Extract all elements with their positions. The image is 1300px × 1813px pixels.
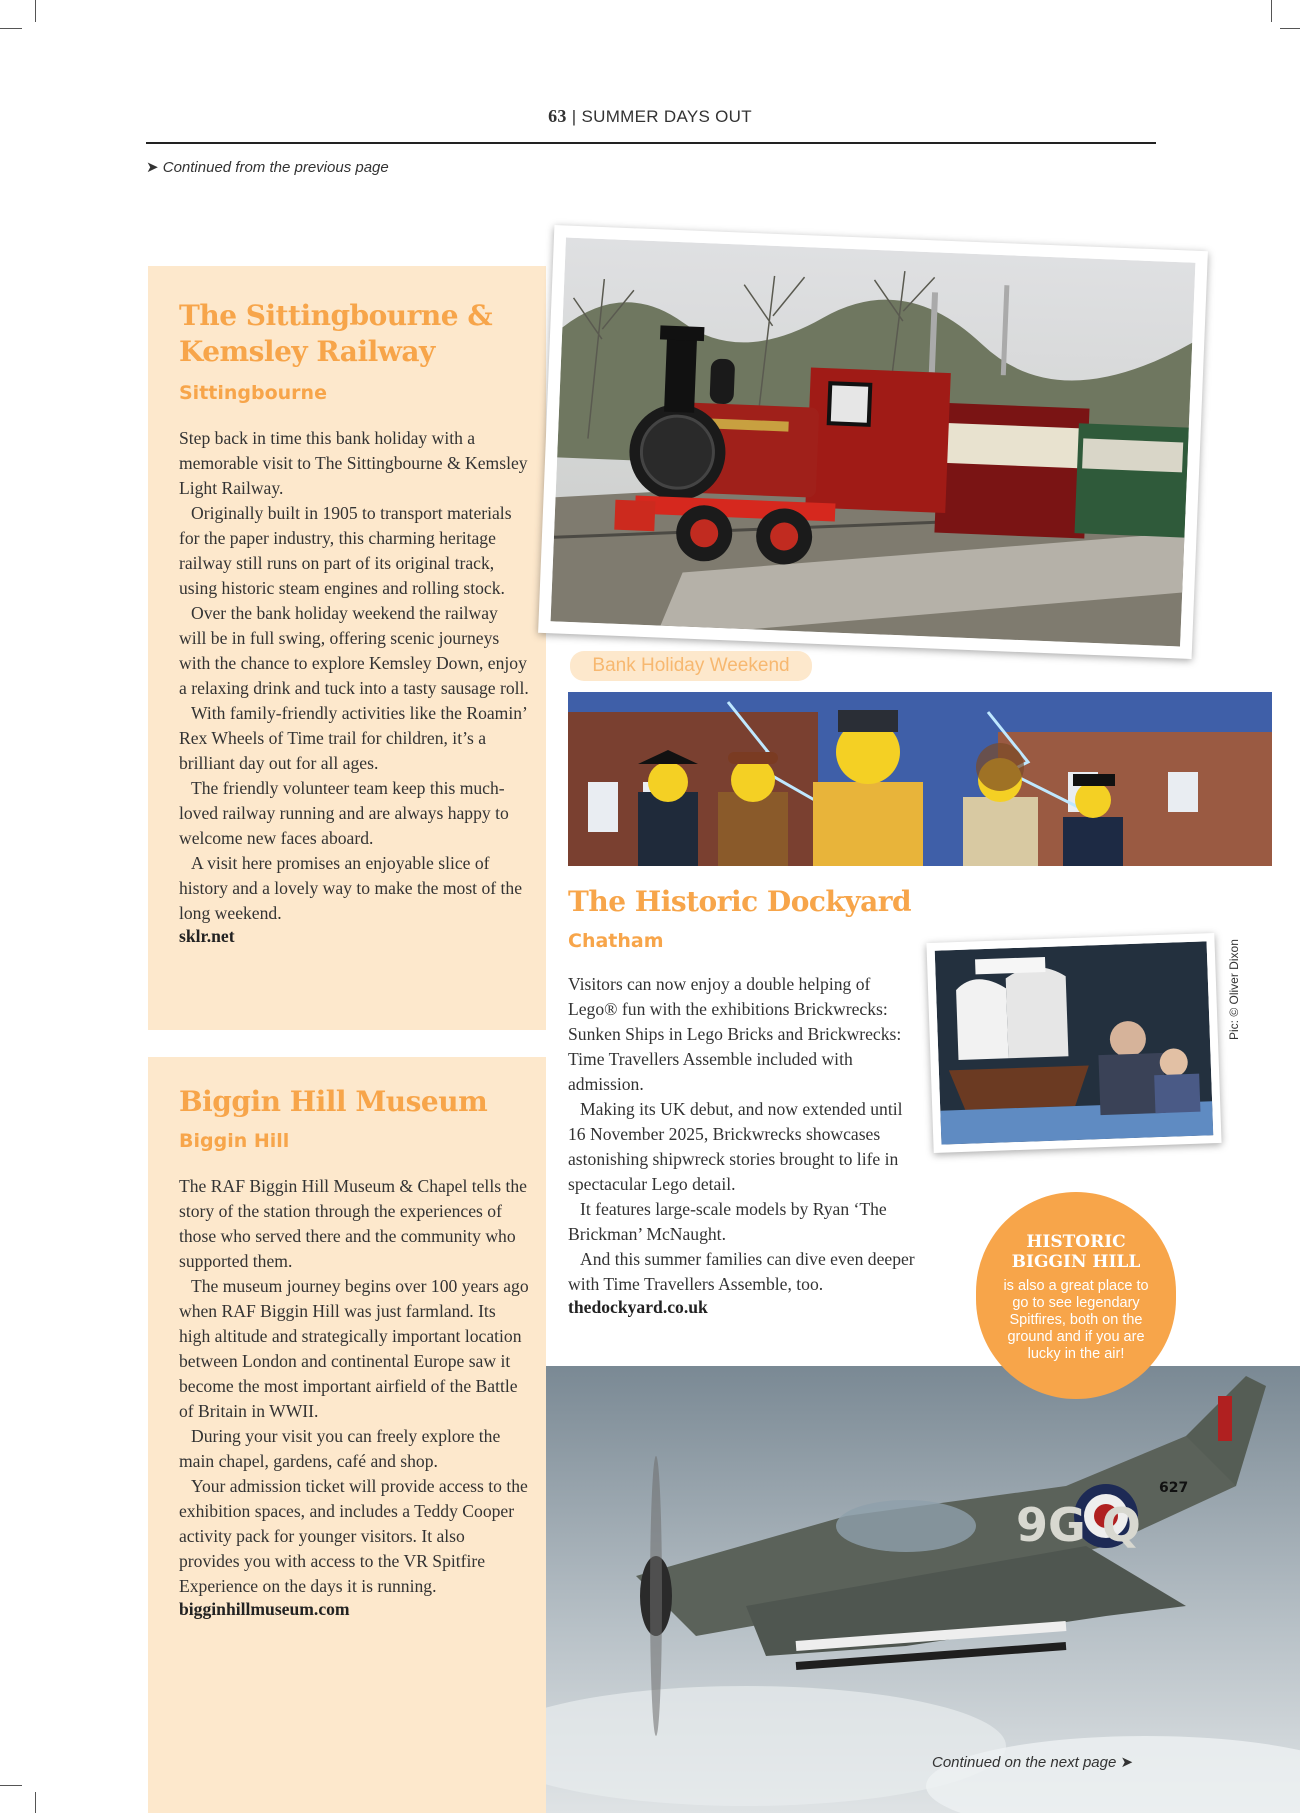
arrow-right-icon: ➤ [146, 159, 159, 176]
paragraph: Making its UK debut, and now extended until 16 November 2025, Brickwrecks showcases astonishing shipwreck stories brought to life in spectacular Lego detail. [568, 1099, 903, 1194]
spitfire-image [546, 1366, 1300, 1813]
paragraph: The friendly volunteer team keep this much-loved railway running and are always happy to welcome new faces aboard. [179, 778, 509, 848]
paragraph: And this summer families can dive even deeper with Time Travellers Assemble, too. [568, 1249, 915, 1294]
paragraph: Your admission ticket will provide access to the exhibition spaces, and includes a Teddy Cooper activity pack for younger visitors. It also provides you with access to the VR Spitfire Experience on the days it is running. [179, 1476, 528, 1596]
header-rule [146, 142, 1156, 144]
article-location: Biggin Hill [179, 1130, 290, 1152]
header-separator: | [571, 107, 582, 126]
paragraph: With family-friendly activities like the Roamin’ Rex Wheels of Time trail for children, it’s a brilliant day out for all ages. [179, 703, 527, 773]
railway-photo [538, 225, 1208, 659]
article-title: Biggin Hill Museum [179, 1085, 488, 1118]
paragraph: Originally built in 1905 to transport materials for the paper industry, this charming heritage railway still runs on part of its original track, using historic steam engines and rolling stock. [179, 503, 512, 598]
sittingbourne-article [179, 298, 529, 947]
paragraph: A visit here promises an enjoyable slice of history and a lovely way to make the most of the long weekend. [179, 853, 523, 923]
page-header [0, 106, 1300, 127]
dockyard-article [568, 884, 928, 1318]
bank-holiday-tag: Bank Holiday Weekend [570, 651, 812, 681]
steam-locomotive-image [551, 238, 1196, 647]
historic-biggin-bubble [976, 1192, 1176, 1399]
crop-mark [35, 0, 36, 22]
article-title [179, 298, 529, 370]
aircraft-serial: 627 [1159, 1480, 1189, 1496]
lego-banner-image [568, 692, 1272, 866]
bubble-title-line: BIGGIN HILL [1011, 1252, 1141, 1272]
crop-mark [1271, 0, 1272, 22]
article-title: The Historic Dockyard [568, 885, 912, 918]
article-body [179, 426, 529, 926]
continued-from-note [146, 158, 389, 176]
page-number: 63 [548, 106, 567, 126]
photo-credit: Pic: © Oliver Dixon [1227, 939, 1241, 1040]
paragraph: The RAF Biggin Hill Museum & Chapel tells the story of the station through the experiences of those who served there and the community who supported them. [179, 1176, 527, 1271]
bubble-title-line: HISTORIC [1026, 1232, 1126, 1252]
lego-figures-image [568, 692, 1272, 866]
crop-mark [35, 1792, 36, 1813]
paragraph: It features large-scale models by Ryan ‘The Brickman’ McNaught. [568, 1199, 887, 1244]
biggin-article [179, 1084, 529, 1620]
arrow-right-icon: ➤ [1120, 1754, 1134, 1771]
crop-mark [1280, 28, 1300, 29]
title-line: The Sittingbourne & [179, 299, 493, 332]
website-link[interactable]: bigginhillmuseum.com [179, 1599, 350, 1619]
spitfire-photo [546, 1366, 1300, 1813]
continued-on-text: Continued on the next page [932, 1754, 1117, 1771]
lego-ship-photo [926, 933, 1221, 1153]
continued-from-text: Continued from the previous page [162, 159, 389, 176]
paragraph: During your visit you can freely explore the main chapel, gardens, café and shop. [179, 1426, 501, 1471]
paragraph: The museum journey begins over 100 years ago when RAF Biggin Hill was just farmland. Its high altitude and strategically important location between London and continental Europe saw it become the most important airfield of the Battle of Britain in WWII. [179, 1276, 529, 1421]
paragraph: Over the bank holiday weekend the railway will be in full swing, offering scenic journeys with the chance to explore Kemsley Down, enjoy a relaxing drink and tuck into a tasty sausage roll. [179, 603, 529, 698]
article-location: Sittingbourne [179, 382, 327, 404]
paragraph: Step back in time this bank holiday with a memorable visit to The Sittingbourne & Kemsley Light Railway. [179, 428, 528, 498]
article-location: Chatham [568, 930, 664, 952]
crop-mark [0, 28, 22, 29]
website-link[interactable]: sklr.net [179, 926, 235, 946]
article-body [179, 1174, 529, 1599]
title-line: Kemsley Railway [179, 335, 435, 368]
crop-mark [0, 1785, 22, 1786]
bubble-title [976, 1232, 1176, 1272]
continued-on-note [932, 1753, 1133, 1771]
bubble-text: is also a great place to go to see legendary Spitfires, both on the ground and if you are lucky in the air! [1003, 1278, 1149, 1362]
website-link[interactable]: thedockyard.co.uk [568, 1297, 708, 1317]
aircraft-codes: 9G Q [1016, 1498, 1141, 1552]
section-title: SUMMER DAYS OUT [581, 107, 752, 126]
article-body [568, 972, 928, 1297]
shipwreck-model-image [935, 941, 1214, 1144]
paragraph: Visitors can now enjoy a double helping of Lego® fun with the exhibitions Brickwrecks: Sunken Ships in Lego Bricks and Brickwrecks: Time Travellers Assemble included with admission. [568, 974, 902, 1094]
